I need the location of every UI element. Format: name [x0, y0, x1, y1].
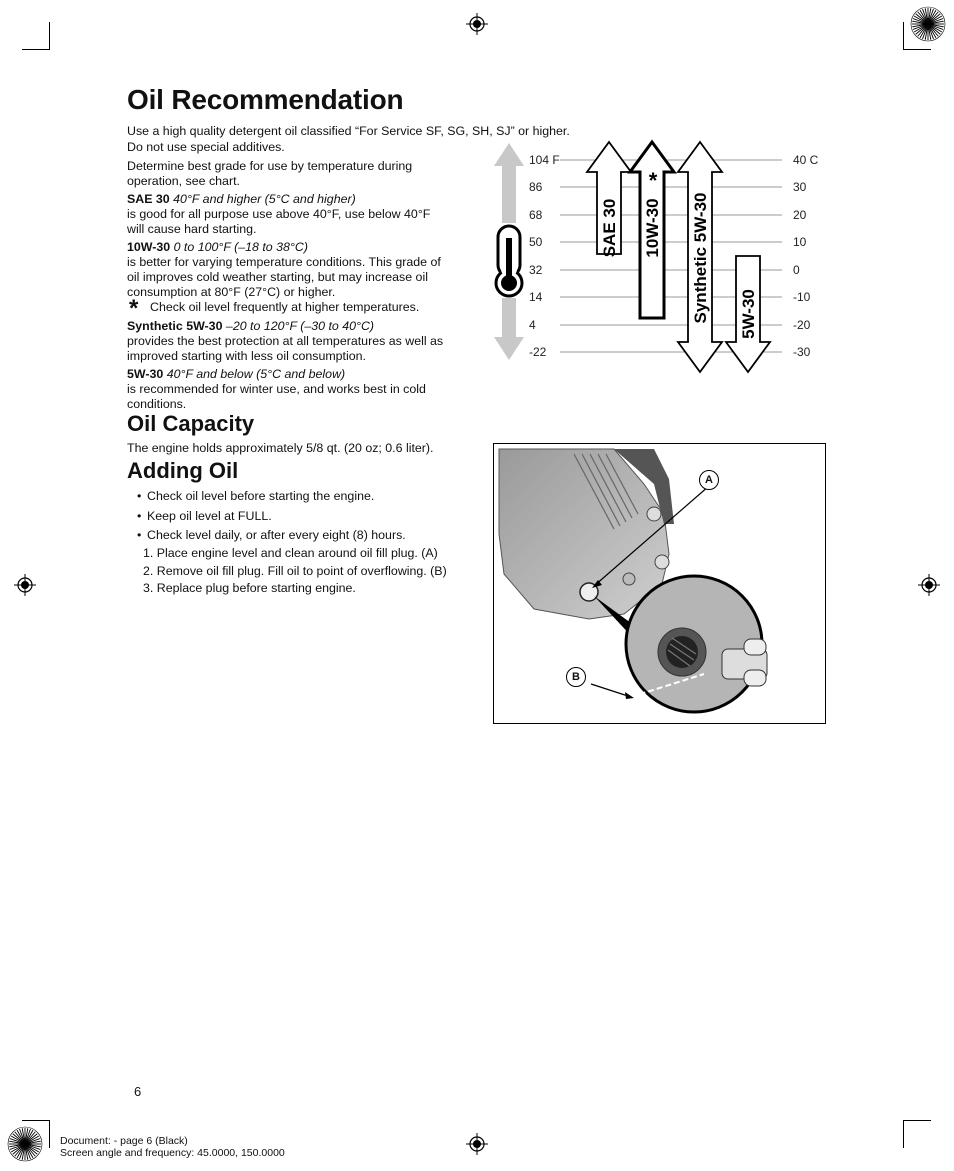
crop-mark: [903, 1120, 904, 1148]
oil-fill-figure: [493, 443, 826, 724]
callout-b: B: [566, 667, 586, 687]
grade-note: Check oil level frequently at higher temperatures.: [150, 300, 420, 314]
grade-desc: consumption at 80°F (27°C) or higher.: [127, 285, 336, 299]
adding-oil-steps: [143, 545, 447, 598]
crop-mark: [903, 1120, 931, 1121]
step-item: 3. Replace plug before starting engine.: [143, 581, 356, 595]
grade-name: 5W-30: [127, 367, 164, 381]
grade-range: 40°F and below (5°C and below): [166, 367, 346, 381]
crop-mark: [22, 1120, 50, 1121]
chart-f-tick-label: 86: [529, 180, 543, 194]
grade-desc: improved starting with less oil consumption.: [127, 349, 366, 363]
registration-mark-icon: [14, 574, 36, 596]
list-item: • Keep oil level at FULL.: [137, 508, 272, 523]
step-item: 2. Remove oil fill plug. Fill oil to point of overflowing. (B): [143, 563, 447, 578]
chart-f-tick-label: 14: [529, 290, 543, 304]
grade-range: –20 to 120°F (–30 to 40°C): [225, 319, 375, 333]
grade-heading: [127, 240, 308, 255]
chart-c-tick-label: -20: [793, 318, 811, 332]
crop-mark: [49, 22, 50, 50]
page-number: 6: [134, 1084, 142, 1099]
list-item: • Check level daily, or after every eight (8) hours.: [137, 528, 406, 542]
thermometer-icon: [496, 226, 522, 296]
chart-f-tick-label: 4: [529, 318, 536, 332]
chart-bar-label: 10W-30: [643, 198, 662, 258]
registration-mark-icon: [918, 574, 940, 596]
grade-heading: [127, 319, 374, 334]
engine-illustration: [494, 444, 825, 723]
chart-f-tick-label: 50: [529, 235, 543, 249]
oil-capacity-heading: Oil Capacity: [127, 411, 255, 436]
adding-oil-bullets: [127, 487, 406, 546]
crop-mark: [22, 49, 50, 50]
chart-c-tick-label: 0: [793, 263, 800, 277]
list-item: • Check oil level before starting the engine.: [137, 489, 375, 503]
chart-bar-label: SAE 30: [600, 198, 619, 258]
list-item-text: Check level daily, or after every eight (8) hours.: [147, 528, 406, 542]
determine-line: operation, see chart.: [127, 174, 240, 188]
grade-heading: [127, 367, 345, 382]
grade-name: Synthetic 5W-30: [127, 319, 223, 333]
crop-mark: [903, 22, 904, 50]
grade-desc: oil improves cold weather starting, but may increase oil: [127, 270, 428, 284]
chart-c-tick-label: 30: [793, 180, 807, 194]
grade-desc: is good for all purpose use above 40°F, use below 40°F: [127, 207, 431, 221]
grade-heading: [127, 192, 356, 207]
registration-mark-icon: [466, 1133, 488, 1155]
chart-star-label: *: [648, 168, 658, 193]
crop-mark: [903, 49, 931, 50]
registration-mark-icon: [466, 13, 488, 35]
grade-desc: will cause hard starting.: [127, 222, 257, 236]
footer-line: Screen angle and frequency: 45.0000, 150.0000: [60, 1147, 285, 1159]
adding-oil-heading: Adding Oil: [127, 458, 239, 483]
grade-desc: provides the best protection at all temperatures as well as: [127, 334, 444, 348]
chart-c-tick-label: -30: [793, 345, 811, 359]
chart-bar-label: Synthetic 5W-30: [691, 192, 710, 324]
chart-c-tick-label: 40 C: [793, 153, 819, 167]
starburst-mark-icon: [910, 6, 946, 42]
grade-name: 10W-30: [127, 240, 171, 254]
starburst-mark-icon: [7, 1126, 43, 1162]
grade-desc: is recommended for winter use, and works best in cold: [127, 382, 426, 396]
intro-line: Do not use special additives.: [127, 140, 285, 154]
asterisk-icon: *: [129, 295, 139, 322]
chart-c-tick-label: 10: [793, 235, 807, 249]
step-item: 1. Place engine level and clean around oil fill plug. (A): [143, 546, 438, 560]
chart-bar-label: 5W-30: [739, 289, 758, 339]
grade-range: 40°F and higher (5°C and higher): [173, 192, 356, 206]
chart-c-tick-label: -10: [793, 290, 811, 304]
grade-name: SAE 30: [127, 192, 170, 206]
grade-desc: conditions.: [127, 397, 187, 411]
footer-line: Document: - page 6 (Black): [60, 1135, 188, 1147]
callout-a: A: [699, 470, 719, 490]
list-item-text: Check oil level before starting the engine.: [147, 489, 375, 503]
crop-mark: [49, 1120, 50, 1148]
list-item-text: Keep oil level at FULL.: [147, 508, 272, 523]
chart-f-tick-label: 68: [529, 208, 543, 222]
grade-desc: is better for varying temperature conditions. This grade of: [127, 255, 441, 269]
grade-range: 0 to 100°F (–18 to 38°C): [173, 240, 308, 254]
chart-f-tick-label: 32: [529, 263, 543, 277]
chart-f-tick-label: -22: [529, 345, 547, 359]
oil-capacity-text: The engine holds approximately 5/8 qt. (20 oz; 0.6 liter).: [127, 441, 434, 455]
chart-c-tick-label: 20: [793, 208, 807, 222]
page-title: Oil Recommendation: [127, 84, 404, 115]
oil-temperature-chart: [482, 138, 832, 378]
chart-f-tick-label: 104 F: [529, 153, 560, 167]
intro-line: Use a high quality detergent oil classified “For Service SF, SG, SH, SJ” or higher.: [127, 124, 570, 138]
determine-line: Determine best grade for use by temperature during: [127, 159, 413, 173]
